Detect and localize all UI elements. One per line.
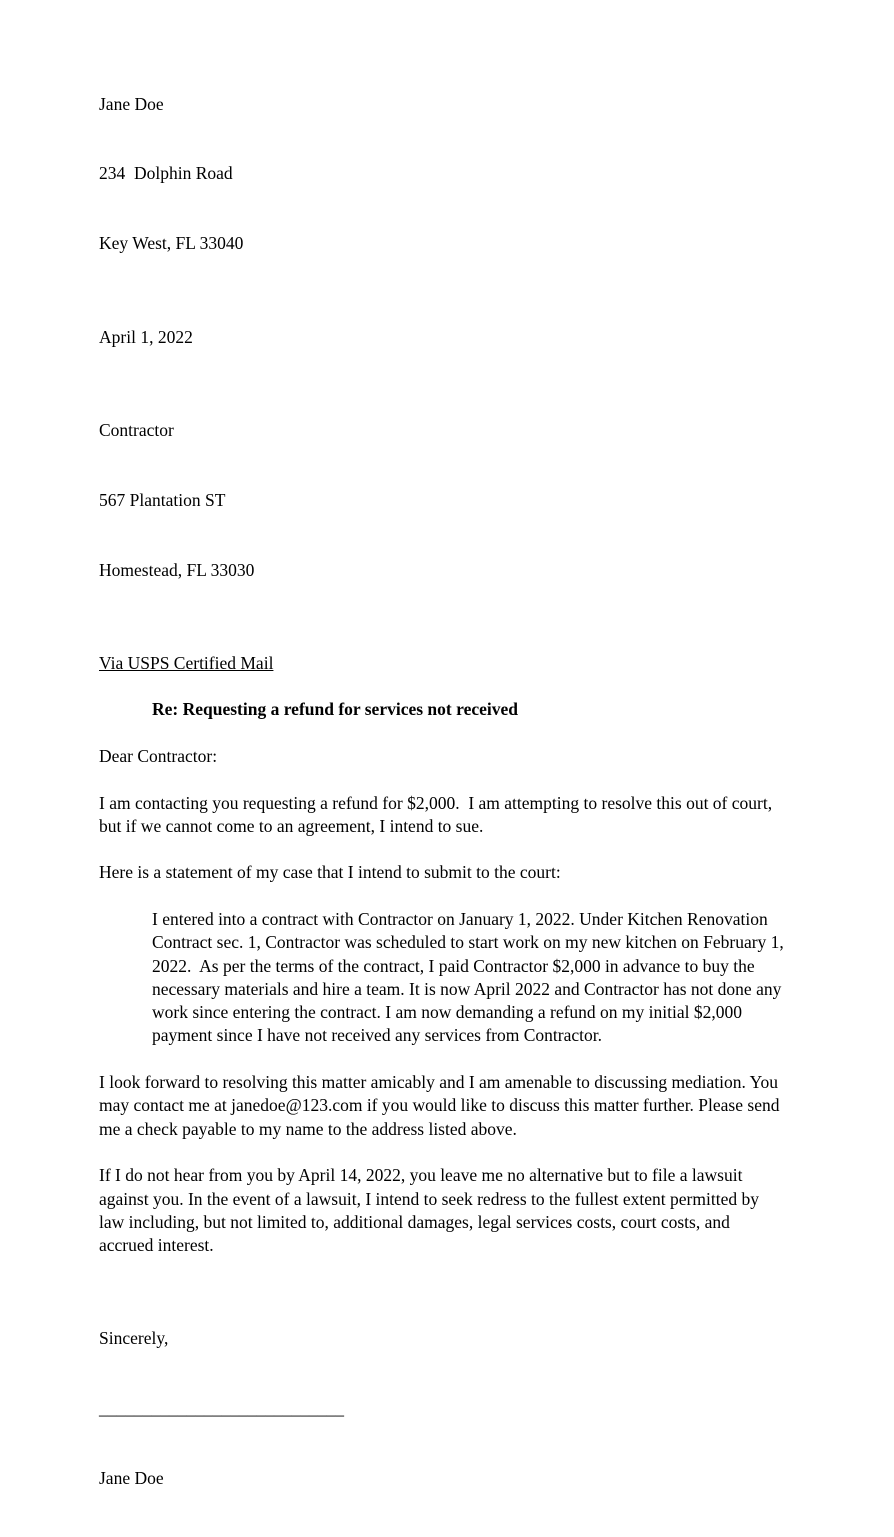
signed-name: Jane Doe xyxy=(99,1468,164,1489)
sender-name: Jane Doe xyxy=(99,93,164,114)
recipient-name: Contractor xyxy=(99,419,174,440)
recipient-address xyxy=(99,372,787,628)
body-paragraph-1: I am contacting you requesting a refund for $2,000. I am attempting to resolve this out of court, but if we cannot come to an agreement, I intend to sue. xyxy=(99,792,777,836)
sender-city-state-zip: Key West, FL 33040 xyxy=(99,233,244,254)
subject-line: Re: Requesting a refund for services not received xyxy=(152,699,518,720)
delivery-method-text: Via USPS Certified Mail xyxy=(99,652,274,673)
letter-date: April 1, 2022 xyxy=(99,326,193,347)
closing-block xyxy=(99,1281,787,1537)
sender-street: 234 Dolphin Road xyxy=(99,163,233,184)
sender-address xyxy=(99,46,787,302)
case-statement: I entered into a contract with Contractor on January 1, 2022. Under Kitchen Renovation Contract sec. 1, Contractor was scheduled to start work on my new kitchen on February 1, 2022. As per the terms of the contract, I paid Contractor $2,000 in advance to buy the necessary materials and hire a team. It is now April 2022 and Contractor has not done any work since entering the contract. I am now demanding a refund on my initial $2,000 payment since I have not received any services from Contractor. xyxy=(152,908,789,1046)
recipient-city-state-zip: Homestead, FL 33030 xyxy=(99,559,255,580)
recipient-street: 567 Plantation ST xyxy=(99,489,226,510)
salutation: Dear Contractor: xyxy=(99,745,218,766)
body-paragraph-3: I look forward to resolving this matter amicably and I am amenable to discussing mediation. You may contact me at janedoe@123.com if you would like to discuss this matter further. Please send me a check payable to my name to the address listed above. xyxy=(99,1072,784,1139)
body-paragraph-2: Here is a statement of my case that I intend to submit to the court: xyxy=(99,862,561,883)
delivery-method-line xyxy=(99,652,787,675)
valediction: Sincerely, xyxy=(99,1328,169,1349)
body-paragraph-4: If I do not hear from you by April 14, 2022, you leave me no alternative but to file a lawsuit against you. In the event of a lawsuit, I intend to seek redress to the fullest extent permitted by law including, but not limited to, additional damages, legal services costs, court costs, and accrued interest. xyxy=(99,1165,764,1256)
signature-line: ____________________________ xyxy=(99,1398,344,1419)
